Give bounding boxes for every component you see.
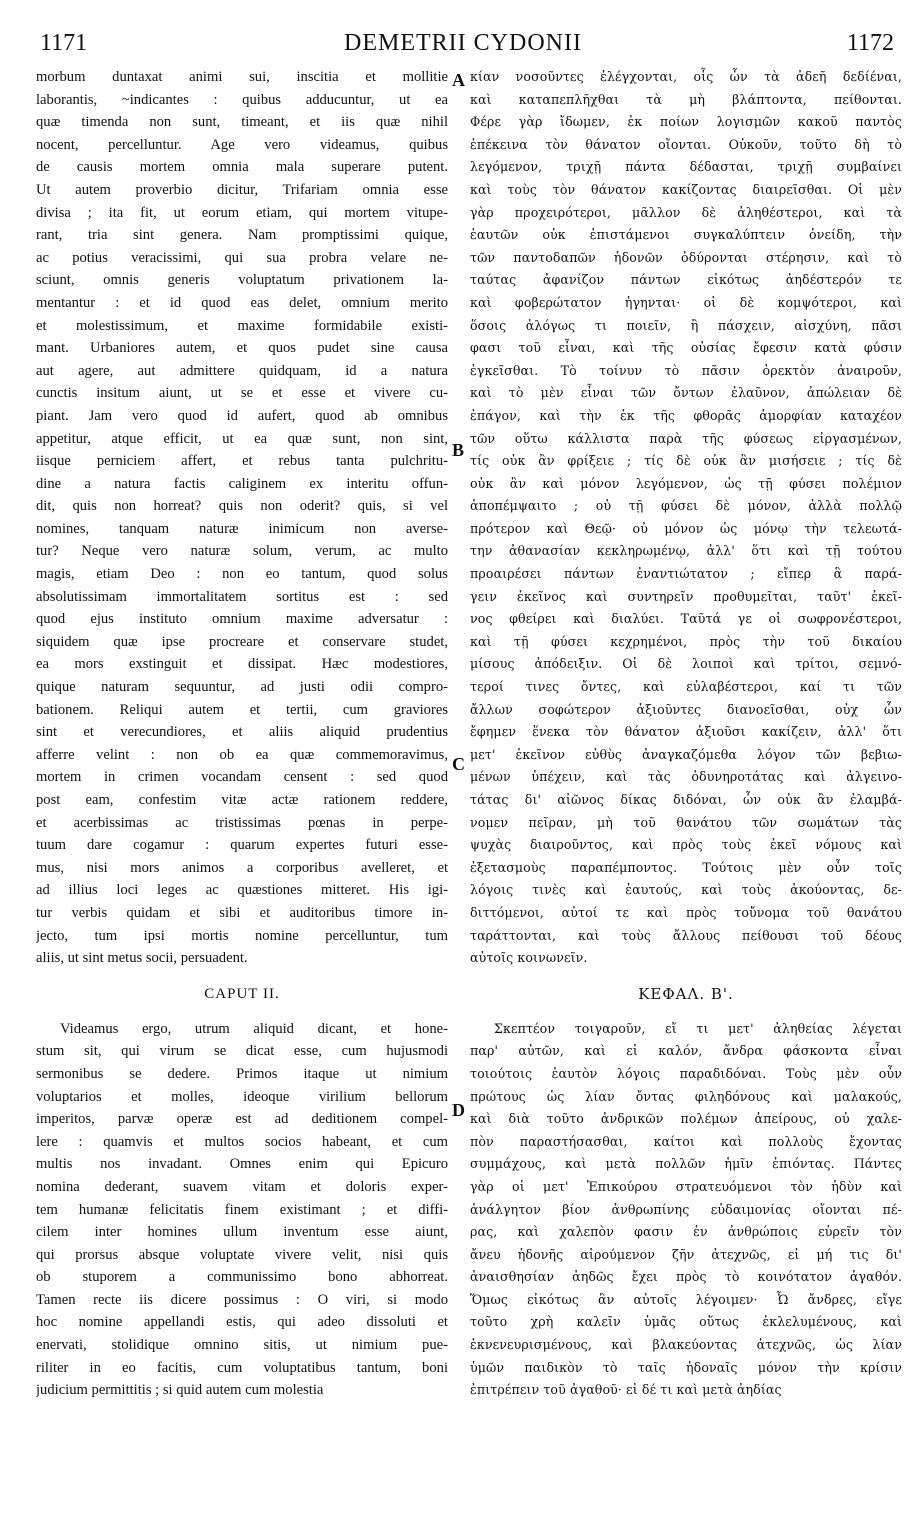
text-line: πὸν παραστήσασθαι, καίτοι καὶ πολλοὺς ἔχοντας — [470, 1133, 902, 1149]
text-line: Ὅμως εἰκότως ἂν αὐτοῖς λέγοιμεν· Ὦ ἄνδρες, εἴγε — [470, 1291, 902, 1307]
text-line: ἀποπέμψαιτο ; οὐ τῇ φύσει δὲ μόνον, ἀλλὰ πολλῷ — [470, 498, 902, 514]
text-line: cilem inter homines ullum inventum esse aiunt, — [36, 1224, 448, 1241]
text-line: ἐπέκεινα τὸν θάνατον οἴονται. Οὐκοῦν, τοῦτο δὴ τὸ — [470, 136, 902, 152]
text-line: ac potius veracissimi, qui sua probra velare ne- — [36, 249, 448, 266]
text-line: νομεν πεῖραν, μὴ τοῦ θανάτου τῶν σωμάτων τὰς — [470, 814, 902, 830]
text-line: μίσους ἀπόδειξιν. Οἱ δὲ λοιποὶ καὶ τρίτοι, σεμνό- — [470, 656, 902, 672]
text-line: piant. Jam vero quod id aufert, quod ab omnibus — [36, 407, 448, 424]
text-line: καὶ φοβερώτατον ἡγηνται· οἱ δὲ κομψότεροι, καὶ — [470, 294, 902, 310]
text-line: συμμάχους, καὶ μετὰ πολλῶν ἡμῖν ἐπιόντας. Πάντες — [470, 1156, 902, 1172]
text-line: imperitos, parvæ operæ est ad deditionem compel- — [36, 1111, 448, 1128]
text-line: tur? Neque vero naturæ solum, verum, ac multo — [36, 543, 448, 560]
text-line: ἄλλων σοφώτερον ἀξιοῦντες διανοεῖσθαι, οὐχ ὧν — [470, 701, 902, 717]
text-line: ἀναισθησίαν ἀηδῶς ἔχει πρὸς τὸ κοινότατον ἀγαθόν. — [470, 1269, 902, 1285]
text-line: ταύτας ἀφανίζον πάντων εἰκότως ἀηδέστερόν τε — [470, 272, 902, 288]
greek-paragraph-2 — [470, 1018, 902, 1402]
margin-marker-b: B — [452, 440, 465, 460]
latin-column — [36, 66, 448, 1402]
text-line: quique naturam sequuntur, ad justi odii compro- — [36, 679, 448, 696]
text-line: sciunt, omnis generis voluptatum privationem la- — [36, 272, 448, 289]
text-line: Σκεπτέον τοιγαροῦν, εἴ τι μετ' ἀληθείας λέγεται — [494, 1020, 902, 1036]
text-line: nocent, percelluntur. Age vero videamus, quibus — [36, 136, 448, 153]
text-line: πρότερον καὶ Θεῷ· οὐ μόνον ὡς μόνῳ τὴν τελεωτά- — [470, 520, 902, 536]
text-line: rant, tria sint genera. Nam promptissimi quique, — [36, 227, 448, 244]
text-line: καὶ διὰ τοῦτο ἀνδρικῶν πολέμων ἀπείρους, οὐ χαλε- — [470, 1111, 902, 1127]
text-line: τοῦτο χρὴ καλεῖν ὑμᾶς οὕτως ἐκλελυμένους, καὶ — [470, 1314, 902, 1330]
text-line: ea mors exstinguit et dissipat. Hæc modestiores, — [36, 656, 448, 673]
text-line: tem humanæ felicitatis finem existimant ; et diffi- — [36, 1201, 448, 1218]
text-line: Φέρε γὰρ ἴδωμεν, ἐκ ποίων λογισμῶν κακοῦ παντὸς — [470, 114, 902, 130]
text-line: την ἀθανασίαν κεκληρωμένῳ, ἀλλ' ὅτι καὶ τῇ τούτου — [470, 543, 902, 559]
text-line: ἔφημεν ἕνεκα τὸν θάνατον ἀξιοῦσι κακίζειν, ἀλλ' ὅτι — [470, 724, 902, 740]
text-line: ταράττονται, καὶ τοὺς ἄλλους πείθουσι τοῦ δέους — [470, 927, 902, 943]
latin-chapter-heading: CAPUT II. — [204, 985, 280, 1002]
text-line: ob stuporem a communissimo bono abhorreat. — [36, 1269, 448, 1286]
text-line: γὰρ οἱ μετ' Ἐπικούρου στρατευόμενοι τὸν ἡδὺν καὶ — [470, 1178, 902, 1194]
text-line: iisque perniciem affert, et rebus tanta pulchritu- — [36, 453, 448, 470]
text-line: afferre velint : non ob ea quæ commemoravimus, — [36, 746, 448, 763]
text-line: λεγόμενον, τριχῇ πάντα δέδασται, τριχῇ συμβαίνει — [470, 159, 902, 175]
text-line: sermonibus se dedere. Primos itaque ut nimium — [36, 1065, 448, 1082]
text-line: γὰρ προχειρότεροι, μᾶλλον δὲ ἀληθέστεροι, καὶ τὰ — [470, 204, 902, 220]
page-number-left: 1171 — [40, 30, 88, 56]
text-line: enervati, stolidique omnino sitis, ut nimium pue- — [36, 1337, 448, 1354]
greek-paragraph-1 — [470, 66, 902, 970]
text-line: μένων ὑπέχειν, καὶ τὰς ὀδυνηροτάτας καὶ ἀλγεινο- — [470, 769, 902, 785]
text-line: λόγοις τινὲς καὶ ἑαυτούς, καὶ τοὺς ἀκούοντας, δε- — [470, 882, 902, 898]
text-line: ad illius loci leges ac quæstiones mitteret. His igi- — [36, 882, 448, 899]
margin-marker-a: A — [452, 70, 465, 90]
text-line: bationem. Reliqui autem et tertii, cum graviores — [36, 701, 448, 718]
text-line: nomines, tanquam naturæ inimicum non averse- — [36, 520, 448, 537]
greek-chapter-heading: ΚΕΦΑΛ. Β'. — [638, 984, 734, 1003]
text-line: post eam, confestim vitæ actæ rationem reddere, — [36, 792, 448, 808]
text-line: dine a natura factis caliginem ex interitu offun- — [36, 475, 448, 492]
text-line: morbum duntaxat animi sui, inscitia et mollitie — [36, 69, 448, 85]
text-line: sint et verecundiores, et aliis aliquid prudentius — [36, 724, 448, 741]
text-line: tur verbis quidam et sibi et auditoribus timore in- — [36, 904, 448, 921]
text-line: καὶ τοὺς τὸν θάνατον κακίζοντας διαιρεῖσθαι. Οἱ μὲν — [470, 181, 902, 197]
text-line: ἐπάγον, καὶ τὴν ἐκ τῆς φθορᾶς ἀμορφίαν καταχέον — [470, 407, 902, 423]
text-line: voluptarios et molles, ideoque virilium bellorum — [36, 1088, 448, 1105]
text-line: stum sit, qui virum se dicat esse, cum hujusmodi — [36, 1043, 448, 1060]
text-line: dit, quis non horreat? quis non oderit? quis, si vel — [36, 498, 448, 515]
text-line: τίς οὐκ ἂν φρίξειε ; τίς δὲ οὐκ ἂν μισήσειε ; τίς δὲ — [470, 453, 902, 469]
text-line: judicium permittitis ; si quid autem cum molestia — [36, 1382, 324, 1399]
text-line: ὅσοις ἀλόγως τι ποιεῖν, ἢ πάσχειν, αἰσχύνη, πᾶσι — [470, 317, 902, 333]
page-header — [32, 30, 894, 64]
latin-paragraph-1 — [36, 66, 448, 970]
text-line: jecto, tum ipsi mortis nomine percelluntur, tum — [36, 927, 448, 944]
text-line: cunctis insitum aiunt, ut se et esse et vivere cu- — [36, 385, 448, 402]
text-line: ἐγκεῖσθαι. Τὸ τοίνυν τὸ πᾶσιν ὀρεκτὸν ἀναιροῦν, — [470, 362, 902, 378]
text-line: et acerbissimas ac tristissimas pœnas in perpe- — [36, 814, 448, 831]
text-line: προαιρέσει πάντων ἐναντιώτατον ; εἴπερ ἃ παρά- — [470, 566, 902, 582]
text-line: et molestissimum, et maxime formidabile existi- — [36, 317, 448, 334]
text-line: Videamus ergo, utrum aliquid dicant, et hone- — [60, 1020, 448, 1037]
margin-marker-c: C — [452, 754, 465, 774]
text-line: mentantur : et id quod eas delet, omnium merito — [36, 294, 448, 311]
text-line: αὐτοῖς κοινωνεῖν. — [470, 950, 588, 966]
text-line: riliter in eo facitis, cum voluptatibus tantum, boni — [36, 1359, 448, 1376]
text-line: nomina dederant, suavem vitam et doloris exper- — [36, 1178, 448, 1195]
text-line: μετ' ἐκεῖνον εὐθὺς ἀναγκαζόμεθα λόγον τῶν βεβιω- — [470, 746, 902, 762]
text-line: Ut autem proverbio dicitur, Trifariam omnia esse — [36, 181, 448, 198]
text-line: τῶν οὕτω κάλλιστα παρὰ τῆς φύσεως εἰργασμένων, — [470, 430, 902, 446]
text-line: mant. Urbaniores autem, et quos pudet sine causa — [36, 340, 448, 357]
page-number-right: 1172 — [846, 30, 894, 56]
text-line: appetitur, atque efficit, ut ea quæ sunt, non sint, — [36, 430, 448, 447]
text-line: absolutissimam immortalitatem sortitus est : sed — [36, 588, 448, 605]
text-line: καὶ καταπεπλῆχθαι τὰ μὴ βλάπτοντα, πείθονται. — [470, 91, 902, 107]
text-line: laborantis, ~indicantes : quibus adducuntur, ut ea — [36, 91, 448, 108]
text-line: ἐπιτρέπειν τοῦ ἀγαθοῦ· εἰ δέ τι καὶ μετὰ ἀηδίας — [470, 1382, 782, 1398]
text-line: ἄνευ ἡδονῆς αἱρούμενον ζῆν ἀτεχνῶς, εἰ μή τις δι' — [470, 1246, 902, 1262]
text-line: siquidem quæ ipse procreare et conservare studet, — [36, 633, 448, 650]
text-line: κίαν νοσοῦντες ἐλέγχονται, οἷς ὧν τὰ ἀδεῆ δεδίέναι, — [470, 69, 902, 84]
text-line: καὶ τῇ φύσει κεχρημένοι, πρὸς τὴν τοῦ δικαίου — [470, 633, 902, 649]
text-line: ἀνάλγητον βίον ἀνθρωπίνης εὐδαιμονίας οἴονται πέ- — [470, 1201, 902, 1217]
text-line: ὑμῶν παιδικὸν τὸ ταῖς ἡδοναῖς μόνον τὴν κρίσιν — [470, 1359, 902, 1375]
text-line: γειν ἐκεῖνος καὶ συντηρεῖν προθυμεῖται, ταῦτ' ἐκεῖ- — [470, 588, 902, 604]
margin-marker-d: D — [452, 1100, 465, 1120]
text-line: qui prorsus absque voluptate vivere velit, nisi quis — [36, 1246, 448, 1263]
text-line: mortem in crimen vocandam censent : sed quod — [36, 769, 448, 786]
text-line: ἑαυτῶν οὐκ ἐπιστάμενοι συγκαλύπτειν ὀνείδη, τὴν — [470, 227, 902, 243]
text-line: οὐκ ἂν καὶ μόνον λεγόμενον, ὡς τῇ φύσει πολέμιον — [470, 475, 902, 491]
text-line: νος φθείρει καὶ διαλύει. Ταῦτά γε οἱ σωφρονέστεροι, — [470, 611, 902, 627]
text-line: τῶν παντοδαπῶν ἡδονῶν ὀδύρονται στέρησιν, καὶ τὸ — [470, 249, 902, 265]
text-line: divisa ; ita fit, ut eorum etiam, qui mortem vitupe- — [36, 204, 448, 221]
text-line: καὶ τὸ μὲν εἶναι τῶν ὄντων ἐλαῦνον, ἀπώλειαν δὲ — [470, 385, 902, 401]
text-line: aut agere, aut admittere quidquam, id a natura — [36, 362, 448, 379]
text-line: lere : quamvis et multos socios habeant, et cum — [36, 1133, 448, 1150]
text-line: ἐξετασμοὺς παραπέμποντος. Τούτοις μὲν οὖν τοῖς — [470, 859, 902, 875]
text-line: τεροί τινες ὄντες, καὶ εὐλαβέστεροι, καί τι τῶν — [470, 679, 902, 695]
text-line: Tamen recte iis dicere possimus : O viri, si modo — [36, 1291, 448, 1308]
text-line: παρ' αὐτῶν, καὶ εἰ καλόν, ἄνδρα φάσκοντα εἶναι — [470, 1043, 902, 1059]
text-line: magis, etiam Deo : non eo tantum, quod solus — [36, 566, 448, 583]
text-line: multis nos invadant. Omnes enim qui Epicuro — [36, 1156, 448, 1173]
latin-paragraph-2 — [36, 1018, 448, 1402]
text-line: ρας, καὶ χαλεπὸν φασιν ἐν ἀνθρώποις εὑρεῖν τὸν — [470, 1224, 902, 1240]
text-line: tuum dare cogamur : quarum expertes futuri esse- — [36, 837, 448, 854]
text-line: quæ timenda non sunt, timeant, et iis quæ nihil — [36, 114, 448, 131]
text-line: de causis mortem omnia mala superare putent. — [36, 159, 448, 176]
text-line: τοιούτοις ἑαυτὸν λόγοις παραδιδόναι. Τοὺς μὲν οὖν — [470, 1065, 902, 1081]
greek-column — [470, 66, 902, 1402]
running-title: DEMETRII CYDONII — [344, 30, 582, 56]
text-line: mus, nisi mors animos a corporibus avelleret, et — [36, 859, 448, 876]
text-line: ἐκνενευρισμένους, καὶ βλακεύοντας ἀτεχνῶς, ὡς λίαν — [470, 1337, 902, 1353]
text-line: τάτας δι' αἰῶνος δίκας διδόναι, ὧν οὐκ ἂν ἐλαμβά- — [470, 792, 902, 807]
text-line: φασι τοῦ εἶναι, καὶ τῆς οὐσίας ἔφεσιν κατὰ φύσιν — [470, 340, 902, 356]
text-line: διττόμενοι, αὐτοί τε καὶ πρὸς τοὔνομα τοῦ θανάτου — [470, 904, 902, 920]
text-line: aliis, ut sint metus socii, persuadent. — [36, 950, 248, 967]
text-line: ψυχὰς διαιροῦντος, καὶ πρὸς τοὺς ἐκεῖ νόμους καὶ — [470, 837, 902, 853]
text-line: πρώτους ὡς λίαν ὄντας φιληδόνους καὶ μαλακούς, — [470, 1088, 902, 1104]
text-line: hoc nomine appellandi estis, qui adeo dissoluti et — [36, 1314, 448, 1331]
text-line: quod ejus instituto omnium maxime adversatur : — [36, 611, 448, 628]
